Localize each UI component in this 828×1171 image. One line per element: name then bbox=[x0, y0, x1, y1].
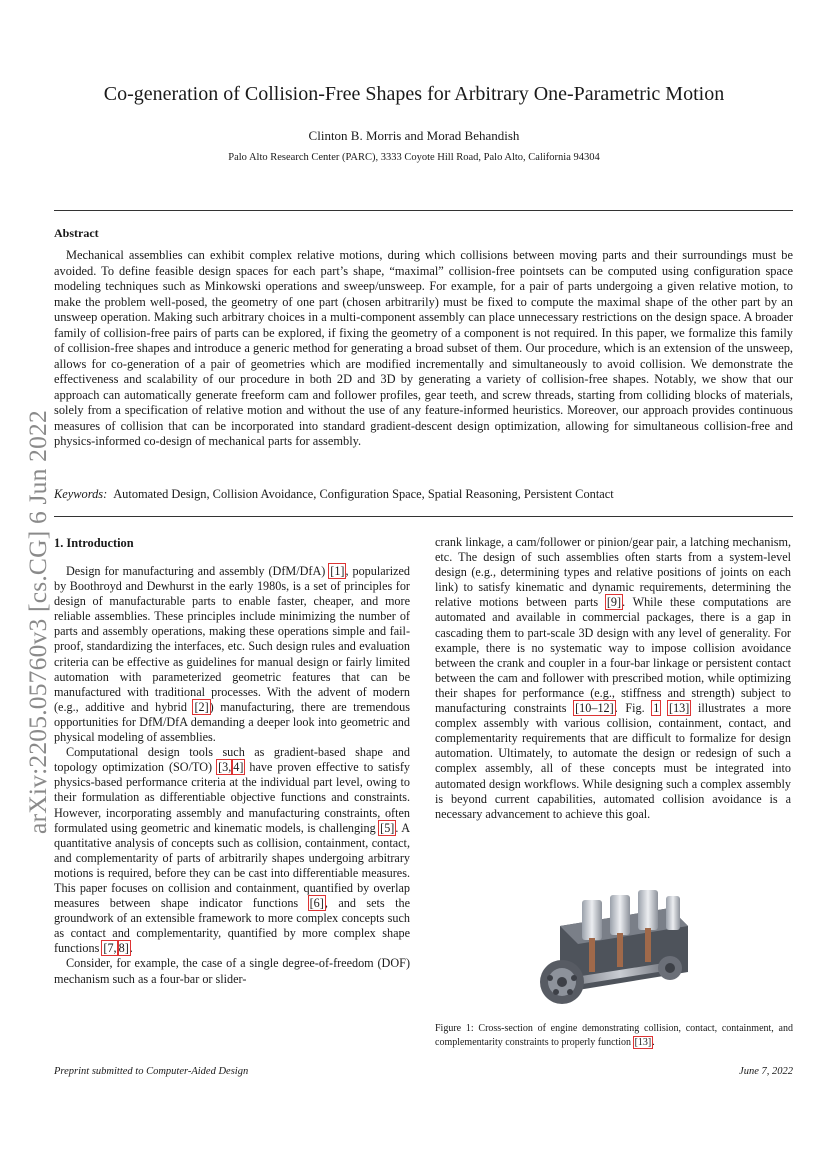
left-column bbox=[54, 564, 410, 987]
section-heading-introduction: 1. Introduction bbox=[54, 536, 134, 550]
text-run: . A quantitative analysis of concepts such as collision, containment, contact, and complementarity of parts of arbitrarily shapes undergoing arbitrary motions is required, before they can be cast into differentiable measures. This paper focuses on collision and containment, quantified by overlap measures between shape indicator functions bbox=[54, 820, 410, 911]
text-run: . Fig. bbox=[614, 701, 653, 716]
abstract-text: Mechanical assemblies can exhibit complex relative motions, during which collisions between moving parts and their surroundings must be avoided. To define feasible design spaces for each part’s shape, “maximal” collision-free pointsets can be computed using configuration space modeling techniques such as Minkowski operations and sweep/unsweep. For example, for a pair of parts undergoing a given relative motion, to make the problem well-posed, the geometry of one part (chosen arbitrarily) must be fixed to compute the maximal shape of the other part by an unsweep operation. Making such arbitrary choices in a multi-component assembly can place unnecessary restrictions on the design space. A broader family of collision-free pairs of parts can be explored, if fixing the geometry of a component is not required. In this paper, we formalize this family of collision-free shapes and introduce a generic method for generating a broad subset of them. Our procedure, which is an extension of the unsweep, allows for co-generation of a pair of geometries which are modified incrementally and simultaneously to avoid collision. We demonstrate the effectiveness and scalability of our procedure in both 2D and 3D by generating a variety of collision-free shapes. Notably, we show that our approach can automatically generate freeform cam and follower profiles, gear teeth, and screw threads, starting from colliding blocks of materials, solely from a specification of relative motion and without the use of any feature-informed heuristics. Moreover, our approach provides continuous measures of collision that can be incorporated into standard gradient-descent design optimization, allowing for simultaneous collision-free and physics-informed co-design of mechanical parts for assembly. bbox=[54, 248, 793, 448]
figure-caption bbox=[435, 1022, 793, 1050]
flywheel-hub bbox=[557, 977, 567, 987]
text-run: , and sets the groundwork of an extensible framework to more complex concepts such as contact and complementarity, quantified by more complex shape functions bbox=[54, 896, 410, 956]
keywords-line bbox=[54, 487, 793, 502]
intro-paragraph-3: Consider, for example, the case of a single degree-of-freedom (DOF) mechanism such as a four-bar or slider- bbox=[54, 956, 410, 986]
citation-link[interactable]: [13] bbox=[669, 701, 690, 716]
keywords-label: Keywords: bbox=[54, 487, 108, 501]
author-affiliation: Palo Alto Research Center (PARC), 3333 Coyote Hill Road, Palo Alto, California 94304 bbox=[228, 152, 600, 163]
footer-date: June 7, 2022 bbox=[739, 1066, 793, 1077]
text-run: have proven effective to satisfy physics-based performance criteria at the individual part level, owing to their formulation as differentiable objective functions and constraints. However, incorporating assembly and manufacturing constraints, often formulated using geometric and kinematic models, is challenging bbox=[54, 760, 410, 835]
text-run: Design for manufacturing and assembly (DfM/DfA) bbox=[66, 564, 330, 578]
text-run: . While these computations are automated and available in commercial packages, there is a gap in cascading them to part-scale 3D design with any level of generality. For example, there is no systematic way to impose collision avoidance between the crank and coupler in a four-bar linkage or persistent contact between the cam and follower with prescribed motion, while optimizing their shapes for performance (e.g., stiffness and strength) subject to manufacturing constraints bbox=[435, 595, 791, 716]
abstract-heading: Abstract bbox=[54, 226, 99, 240]
abstract-bottom-rule bbox=[54, 516, 793, 517]
text-run: crank linkage, a cam/follower or pinion/gear pair, a latching mechanism, etc. The design of such assemblies often starts from a system-level design (e.g., determining types and relative positions of joints on each link) to satisfy kinematic and dynamic requirements, determining the relative motions between parts bbox=[435, 535, 791, 610]
citation-link[interactable]: [2] bbox=[194, 699, 209, 714]
caption-text: . bbox=[652, 1037, 655, 1048]
text-run bbox=[660, 701, 668, 715]
intro-paragraph-1 bbox=[54, 564, 410, 745]
author-list: Clinton B. Morris and Morad Behandish bbox=[308, 128, 520, 143]
caption-text: Figure 1: Cross-section of engine demonstrating collision, contact, containment, and complementarity constraints to properly function bbox=[435, 1023, 793, 1048]
citation-link[interactable]: [9] bbox=[606, 595, 622, 610]
arxiv-identifier-text: arXiv:2205.05760v3 [cs.CG] 6 Jun 2022 bbox=[23, 410, 52, 834]
text-run: ) manufacturing, there are tremendous opportunities for DfM/DfA demanding a deeper look into geometric and physical modeling of assemblies. bbox=[54, 699, 410, 745]
citation-link[interactable]: [5] bbox=[380, 820, 395, 835]
piston-4 bbox=[666, 896, 680, 930]
connecting-rod-2 bbox=[617, 933, 623, 967]
abstract-top-rule bbox=[54, 210, 793, 211]
piston-3 bbox=[638, 890, 658, 930]
citation-link[interactable]: [7, bbox=[103, 941, 117, 956]
piston-1 bbox=[582, 900, 602, 940]
keywords-text: Automated Design, Collision Avoidance, Configuration Space, Spatial Reasoning, Persistent Contact bbox=[113, 487, 614, 501]
text-run: illustrates a more complex assembly with various collision, containment, contact, and complementarity requirements that are difficult to formalize for design automation. Ultimately, to automate the design or redesign of such a complex assembly, all of these concepts must be integrated into automated design workflows. While designing such a complex assembly is beyond current capabilities, automated collision avoidance is a necessary advancement to achieve this goal. bbox=[435, 701, 792, 821]
citation-link[interactable]: 8] bbox=[118, 941, 129, 956]
piston-2 bbox=[610, 895, 630, 935]
citation-link[interactable]: [10–12] bbox=[575, 701, 614, 716]
engine-cross-section-illustration bbox=[520, 886, 706, 1020]
figure-reference-link[interactable]: 1 bbox=[653, 701, 660, 716]
intro-paragraph-3-continued bbox=[435, 535, 791, 822]
citation-link[interactable]: [13] bbox=[634, 1037, 652, 1048]
arxiv-identifier-stamp bbox=[24, 372, 52, 872]
text-run: Computational design tools such as gradient-based shape and topology optimization (SO/TO) bbox=[54, 745, 410, 775]
text-run: . bbox=[129, 941, 133, 956]
connecting-rod-1 bbox=[589, 938, 595, 972]
citation-link[interactable]: 4] bbox=[233, 760, 244, 775]
citation-link[interactable]: [6] bbox=[309, 896, 324, 911]
footer-submission-note: Preprint submitted to Computer-Aided Design bbox=[54, 1066, 249, 1077]
connecting-rod-3 bbox=[645, 928, 651, 962]
intro-paragraph-2 bbox=[54, 745, 410, 956]
citation-link[interactable]: [3, bbox=[218, 760, 232, 775]
citation-link[interactable]: [1] bbox=[330, 564, 345, 578]
right-column bbox=[435, 535, 791, 822]
paper-title: Co-generation of Collision-Free Shapes for Arbitrary One-Parametric Motion bbox=[103, 83, 725, 105]
text-run: , popularized by Boothroyd and Dewhurst in the early 1980s, is a set of principles for design of manufacturable parts to enable faster, cheaper, and more reliable assemblies. These principles include minimizing the number of parts and assembly operations, making these operations simple and fail-proof, standardizing the interfaces, etc. Such design rules and evaluation criteria can be effective as guidelines for manual design or fairly limited automation with parameterized geometric features that can be manufactured with traditional processes. With the advent of modern (e.g., additive and hybrid bbox=[54, 564, 410, 714]
